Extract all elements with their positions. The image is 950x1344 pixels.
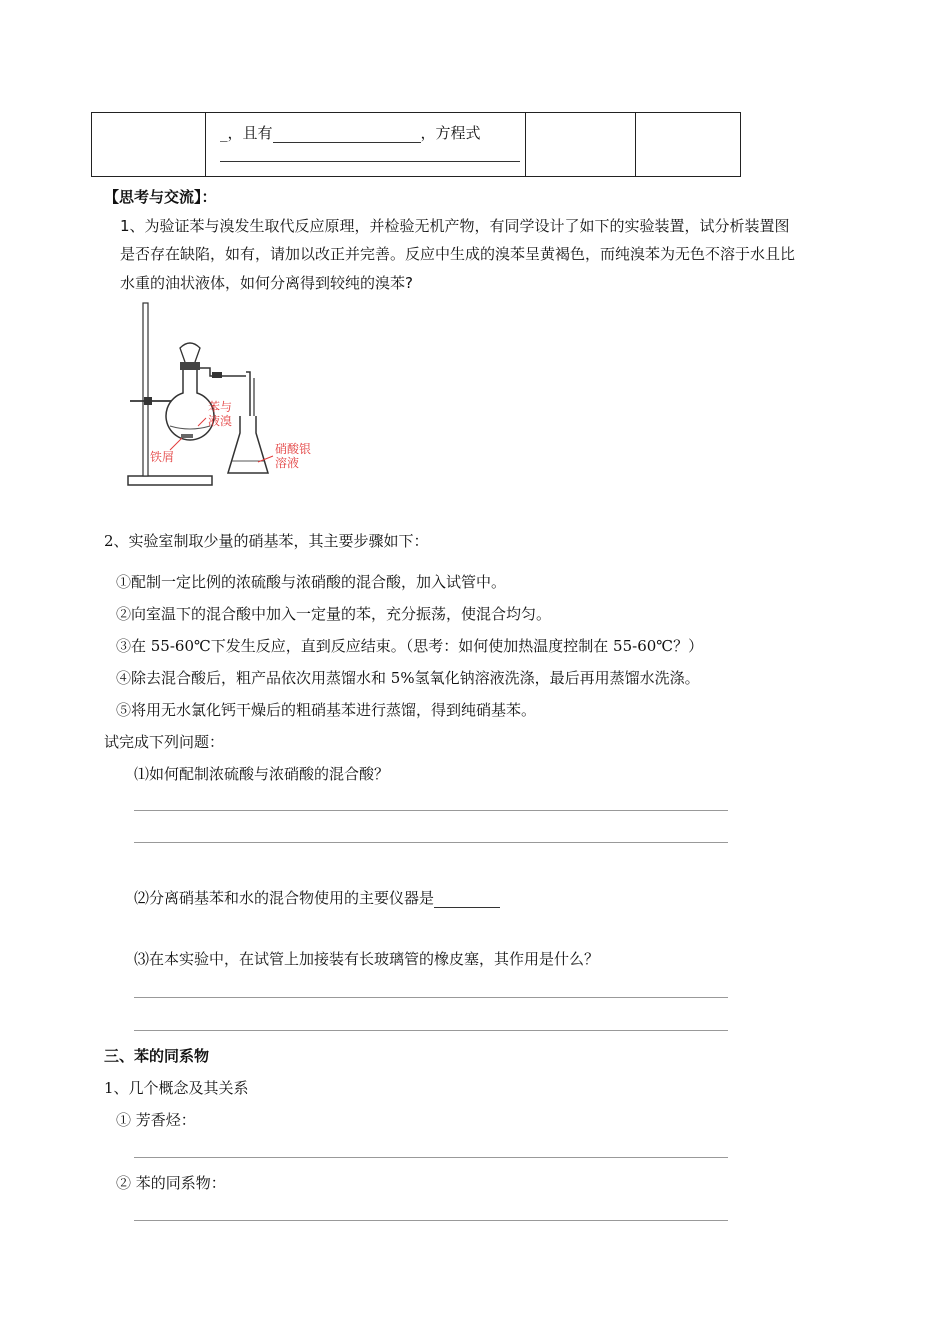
continuation-table <box>91 112 741 177</box>
section-heading-3: 三、苯的同系物 <box>104 1047 210 1065</box>
stand-rod <box>143 303 148 476</box>
blank-line <box>220 161 520 162</box>
answer-line <box>134 810 728 811</box>
label-iron: 铁屑 <box>150 450 175 464</box>
label-pointer <box>170 438 182 450</box>
step-3: ③在 55-60℃下发生反应，直到反应结束。（思考：如何使加热温度控制在 55-60℃？） <box>116 637 704 655</box>
answer-line <box>134 1157 728 1158</box>
question-1-line-2: 是否存在缺陷，如有，请加以改正并完善。反应中生成的溴苯呈黄褐色，而纯溴苯为无色不溶于水且比 <box>120 245 796 263</box>
concept-aromatic-hydrocarbon: ① 芳香烃： <box>116 1111 196 1129</box>
dropping-funnel <box>180 343 200 362</box>
label-benzene-2: 液溴 <box>208 414 233 428</box>
section-heading-think: 【思考与交流】： <box>104 188 217 206</box>
complete-prompt: 试完成下列问题： <box>104 733 225 751</box>
answer-line <box>134 1030 728 1031</box>
table-cell <box>206 113 526 177</box>
concept-benzene-homologue: ② 苯的同系物： <box>116 1174 226 1192</box>
step-2: ②向室温下的混合酸中加入一定量的苯，充分振荡，使混合均匀。 <box>116 605 552 623</box>
iron-filings <box>181 434 193 438</box>
sub-question-2-text: ⑵分离硝基苯和水的混合物使用的主要仪器是 <box>134 889 435 907</box>
table-text-suffix: ，方程式 <box>420 124 481 142</box>
table-text-prefix: _，且有 <box>220 124 273 142</box>
blank-line <box>434 907 500 908</box>
clamp-knob <box>144 397 152 405</box>
answer-line <box>134 997 728 998</box>
stand-base <box>128 476 212 485</box>
label-benzene-1: 苯与 <box>208 400 233 414</box>
sub-question-2 <box>134 887 500 908</box>
step-1: ①配制一定比例的浓硫酸与浓硝酸的混合酸，加入试管中。 <box>116 573 507 591</box>
question-2-intro: 2、实验室制取少量的硝基苯，其主要步骤如下： <box>104 532 429 550</box>
section-3-item-1: 1、几个概念及其关系 <box>104 1079 249 1097</box>
table-cell <box>636 113 741 177</box>
answer-line <box>134 1220 728 1221</box>
step-4: ④除去混合酸后，粗产品依次用蒸馏水和 5%氢氧化钠溶液洗涤，最后再用蒸馏水洗涤。 <box>116 669 700 687</box>
answer-line <box>134 842 728 843</box>
table-cell <box>92 113 206 177</box>
question-1-line-1: 1、为验证苯与溴发生取代反应原理，并检验无机产物，有同学设计了如下的实验装置，试分析装置图 <box>120 217 790 235</box>
bromination-apparatus-figure <box>118 298 348 493</box>
question-1-line-3: 水重的油状液体，如何分离得到较纯的溴苯? <box>120 274 413 292</box>
delivery-tube <box>200 368 246 376</box>
blank-line <box>273 142 421 143</box>
sub-question-1: ⑴如何配制浓硫酸与浓硝酸的混合酸？ <box>134 765 390 783</box>
label-silver-nitrate-2: 溶液 <box>275 456 300 470</box>
tube-connector <box>212 372 222 378</box>
table-cell <box>526 113 636 177</box>
conical-flask <box>228 416 268 473</box>
label-silver-nitrate-1: 硝酸银 <box>275 442 312 456</box>
step-5: ⑤将用无水氯化钙干燥后的粗硝基苯进行蒸馏，得到纯硝基苯。 <box>116 701 537 719</box>
sub-question-3: ⑶在本实验中，在试管上加接装有长玻璃管的橡皮塞，其作用是什么？ <box>134 950 600 968</box>
flask-stopper <box>180 362 200 370</box>
